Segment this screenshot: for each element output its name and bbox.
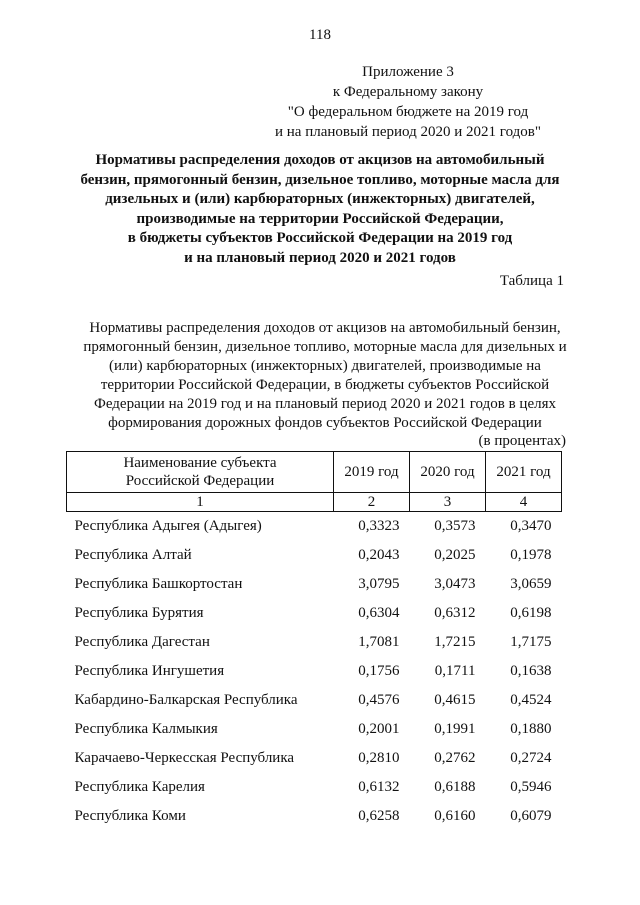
table-row — [67, 512, 562, 542]
caption-line: формирования дорожных фондов субъектов Российской Федерации — [108, 415, 542, 431]
header-subject-line: Наименование субъекта — [123, 455, 277, 471]
table-header-row — [67, 452, 562, 493]
caption-line: Нормативы распределения доходов от акцизов на автомобильный бензин, — [89, 320, 561, 336]
subject-name: Республика Карелия — [74, 779, 205, 795]
title-line: дизельных и (или) карбюраторных (инжекторных) двигателей, — [105, 191, 535, 207]
value-2020: 3,0473 — [434, 576, 476, 592]
value-2021: 0,6198 — [510, 605, 552, 621]
subject-name: Карачаево-Черкесская Республика — [74, 750, 295, 766]
value-2020: 0,3573 — [434, 518, 476, 534]
appendix-line: и на плановый период 2020 и 2021 годов" — [275, 124, 541, 140]
value-2021: 1,7175 — [510, 634, 552, 650]
value-2020: 0,6188 — [434, 779, 476, 795]
header-2019: 2019 год — [334, 452, 410, 493]
title-line: бензин, прямогонный бензин, дизельное топливо, моторные масла для — [80, 171, 560, 188]
value-2020: 0,1711 — [434, 663, 476, 679]
value-2019: 0,6258 — [358, 808, 400, 824]
subject-name: Республика Алтай — [74, 547, 192, 563]
value-2019: 3,0795 — [358, 576, 400, 592]
table-row — [67, 657, 562, 686]
value-2020: 0,6160 — [434, 808, 476, 824]
subject-name: Республика Калмыкия — [74, 721, 218, 737]
subject-name: Республика Бурятия — [74, 605, 204, 621]
value-2020: 0,6312 — [434, 605, 476, 621]
document-title — [60, 151, 580, 268]
value-2021: 0,5946 — [510, 779, 552, 795]
column-number-row — [67, 493, 562, 512]
header-subject-name — [67, 452, 334, 493]
value-2021: 0,2724 — [510, 750, 552, 766]
value-2020: 0,4615 — [434, 692, 476, 708]
page-number: 118 — [309, 27, 331, 43]
header-2020: 2020 год — [410, 452, 486, 493]
table-row — [67, 715, 562, 744]
value-2019: 0,6132 — [358, 779, 400, 795]
table-row — [67, 802, 562, 831]
distribution-table — [66, 451, 562, 831]
subject-name: Республика Ингушетия — [74, 663, 225, 679]
table-row — [67, 686, 562, 715]
table-caption — [65, 319, 585, 433]
column-number: 4 — [486, 493, 562, 512]
value-2021: 0,3470 — [510, 518, 552, 534]
value-2019: 0,4576 — [358, 692, 400, 708]
value-2021: 0,6079 — [510, 808, 552, 824]
value-2019: 0,6304 — [358, 605, 400, 621]
column-number: 2 — [334, 493, 410, 512]
table-row — [67, 773, 562, 802]
value-2021: 0,1880 — [510, 721, 552, 737]
title-line: и на плановый период 2020 и 2021 годов — [184, 249, 456, 266]
caption-line: Федерации на 2019 год и на плановый период 2020 и 2021 годов в целях — [93, 396, 556, 412]
appendix-line: к Федеральному закону — [332, 84, 484, 100]
title-line: Нормативы распределения доходов от акцизов на автомобильный — [95, 152, 545, 168]
appendix-line: Приложение 3 — [362, 64, 454, 80]
value-2021: 0,1638 — [510, 663, 552, 679]
value-2019: 0,1756 — [358, 663, 400, 679]
value-2020: 0,2025 — [434, 547, 476, 563]
header-subject-line: Российской Федерации — [125, 473, 275, 489]
value-2020: 0,2762 — [434, 750, 476, 766]
value-2019: 0,3323 — [358, 518, 400, 534]
title-line: в бюджеты субъектов Российской Федерации на 2019 год — [127, 230, 513, 246]
table-row — [67, 570, 562, 599]
value-2019: 0,2043 — [358, 547, 400, 563]
value-2020: 0,1991 — [434, 721, 476, 737]
value-2020: 1,7215 — [434, 634, 476, 650]
header-2021: 2021 год — [486, 452, 562, 493]
table-row — [67, 541, 562, 570]
value-2019: 0,2001 — [358, 721, 400, 737]
value-2021: 0,1978 — [510, 547, 552, 563]
appendix-line: "О федеральном бюджете на 2019 год — [287, 104, 529, 120]
subject-name: Кабардино-Балкарская Республика — [74, 692, 298, 708]
value-2021: 3,0659 — [510, 576, 552, 592]
title-line: производимые на территории Российской Федерации, — [136, 210, 504, 227]
subject-name: Республика Дагестан — [74, 634, 210, 650]
table-label: Таблица 1 — [499, 273, 564, 289]
table-row — [67, 744, 562, 773]
caption-line: прямогонный бензин, дизельное топливо, моторные масла для дизельных и — [83, 339, 567, 355]
subject-name: Республика Адыгея (Адыгея) — [74, 518, 262, 534]
appendix-reference — [258, 62, 558, 142]
caption-line: территории Российской Федерации, в бюджеты субъектов Российской — [100, 377, 550, 393]
value-2019: 1,7081 — [358, 634, 400, 650]
caption-line: (или) карбюраторных (инжекторных) двигателей, производимые на — [109, 358, 541, 374]
column-number: 1 — [67, 493, 334, 512]
subject-name: Республика Башкортостан — [74, 576, 243, 592]
value-2021: 0,4524 — [510, 692, 552, 708]
value-2019: 0,2810 — [358, 750, 400, 766]
table-row — [67, 628, 562, 657]
column-number: 3 — [410, 493, 486, 512]
table-row — [67, 599, 562, 628]
subject-name: Республика Коми — [74, 808, 186, 824]
units-note: (в процентах) — [478, 433, 566, 449]
